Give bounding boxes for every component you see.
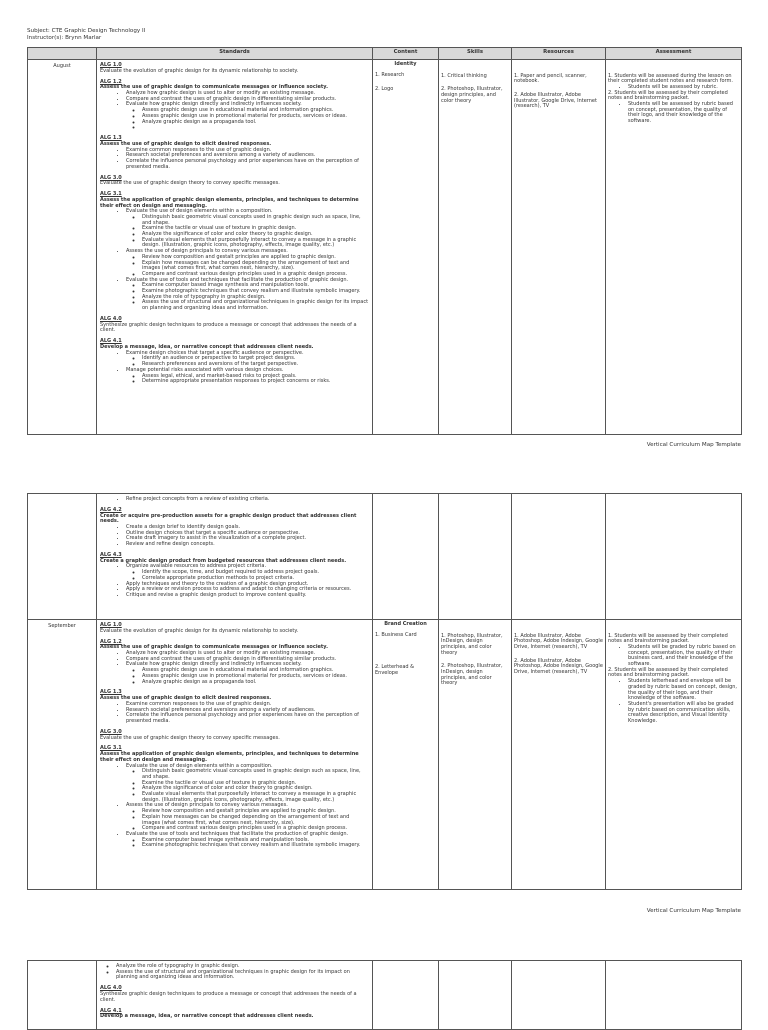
continued-items (100, 964, 369, 981)
content-cell (373, 620, 439, 890)
bullet-item: ◦ Review how composition and gestalt principles are applied to graphic design. (142, 809, 369, 815)
standard-block (100, 317, 369, 334)
standard-block (100, 176, 369, 187)
assessment-bullet: • Student's presentation will also be graded by rubric based on communication skills, creative description, and Visual Identity Knowledge. (628, 702, 739, 725)
standard-block (100, 553, 369, 599)
page-footer: Vertical Curriculum Map Template (646, 908, 741, 914)
content-cell (373, 494, 439, 620)
bullet-item: • Compare and contrast the uses of graphic design in differentiating similar products. (126, 657, 369, 663)
skills-item: 2. Photoshop, Illustrator, design principles, and color theory (441, 86, 503, 104)
bullet-item: ◦ Assess graphic design use in educational material and information graphics. (142, 108, 369, 114)
resources-item: 2. Adobe Illustrator, Adobe Photoshop, Adobe Indesign, Google Drive, Internet (research), TV (514, 657, 603, 676)
standard-block (100, 623, 369, 634)
standard-block (100, 192, 369, 312)
standard-code: ALG 4.2 (100, 506, 122, 513)
bullet-item: • Apply techniques and theory to the creation of a graphic design product. (126, 582, 369, 588)
assessment-bullet: • Students will be assessed by rubric based on concept, presentation, the quality of their logo, and their knowledge of the software. (628, 102, 739, 125)
bullet-item: ◦ Analyze graphic design as a propaganda tool. (142, 680, 369, 686)
bullet-item: ◦ Correlate appropriate production methods to project criteria. (142, 576, 369, 582)
skills-cell (439, 961, 512, 1030)
bullet-item: ◦ Identify an audience or perspective to target project designs. (142, 356, 369, 362)
bullet-item: ◦ Assess legal, ethical, and market-based risks to project goals. (142, 374, 369, 380)
assessment-cell (606, 620, 742, 890)
bullet-item: ◦ Examine computer based image synthesis and manipulation tools. (142, 838, 369, 844)
resources-item: 2. Adobe Illustrator, Adobe Illustrator, Google Drive, Internet (research), TV (514, 91, 597, 110)
unit-title: Identity (394, 60, 417, 67)
standard-code: ALG 1.3 (100, 689, 122, 696)
bullet-item: ◦ Examine the tactile or visual use of texture in graphic design. (142, 781, 369, 787)
bullet-item: ◦ Assess the use of structural and organizational techniques in graphic design for its impact on planning and organizing ideas and information. (116, 970, 369, 981)
assessment-bullets (608, 679, 739, 725)
bullet-item: ◦ Evaluate visual elements that purposefully interact to convey a message in a graphic design. (Illustration, graphic icons, photography, effects, image quality, etc.) (142, 792, 369, 803)
skills-item: 2. Photoshop, Illustrator, InDesign, design principles, and color theory (441, 663, 503, 687)
bullet-item: • Evaluate how graphic design directly and indirectly influences society. ◦ Assess graphic design use in educational material and information graphics. ◦ Assess graphic design use in promotional material for products, services or ideas. ◦ Analyze graphic design as a propaganda tool. ◦ (126, 102, 369, 131)
resources-item: 1. Adobe Illustrator, Adobe Photoshop, Adobe Indesign, Google Drive, Internet (research), TV (514, 632, 603, 650)
skills-item: 1. Critical thinking (441, 72, 487, 79)
table-row (28, 60, 742, 435)
curriculum-table-page-3 (27, 960, 742, 1030)
bullet-item: • Refine project concepts from a review of existing criteria. (126, 497, 369, 503)
page-footer: Vertical Curriculum Map Template (646, 442, 741, 448)
bullet-list (126, 769, 369, 803)
assessment-bullets (608, 645, 739, 668)
standard-block (100, 1009, 369, 1020)
standards-cell (97, 620, 373, 890)
bullet-item: • Critique and revise a graphic design product to improve content quality. (126, 593, 369, 599)
bullet-item: ◦ Analyze graphic design as a propaganda tool. (142, 120, 369, 126)
assessment-bullet: • Students will be graded by rubric based on concept, presentation, the quality of their business card, and their knowledge of the software. (628, 645, 739, 668)
bullet-item: ◦ Distinguish basic geometric visual concepts used in graphic design such as space, line, and shape. (142, 769, 369, 780)
standard-block (100, 63, 369, 74)
bullet-list (126, 255, 369, 278)
bullet-item: ◦ Assess graphic design use in educational material and information graphics. (142, 668, 369, 674)
content-item: 1. Business Card (375, 632, 417, 639)
bullet-item (142, 125, 369, 131)
bullet-list (100, 764, 369, 850)
bullet-item: ◦ Assess the use of structural and organizational techniques in graphic design for its impact on planning and organizing ideas and information. (142, 300, 369, 311)
skills-item: 1. Photoshop, Illustrator, InDesign, design principles, and color theory (441, 632, 503, 656)
assessment-bullet: • Students letterhead and envelope will be graded by rubric based on concept, design, the quality of their logo, and their knowledge of the software. (628, 679, 739, 702)
bullet-list (100, 651, 369, 685)
bullet-item: ◦ Analyze the significance of color and color theory to graphic design. (142, 786, 369, 792)
bullet-list (100, 351, 369, 385)
bullet-item: • Examine common responses to the use of graphic design. (126, 702, 369, 708)
bullet-item: • Assess the use of design principals to convey various messages. ◦ Review how composition and gestalt principles are applied to graphic design. ◦ Explain how messages can be changed depending on the arrangement of text and images (what comes first, what comes next, hierarchy, size). ◦ Compare and contrast various design principles used in a graphic design process. (126, 803, 369, 832)
assessment-item: 1. Students will be assessed by their completed notes and brainstorming packet. (608, 632, 728, 645)
instructor-line: Instructor(s): Brynn Marlar (27, 34, 102, 41)
table-row (28, 494, 742, 620)
col-header-resources: Resources (512, 48, 606, 60)
bullet-item: • Manage potential risks associated with various design choices. ◦ Assess legal, ethical, and market-based risks to project goals. ◦ Determine appropriate presentation responses to project concerns or risks. (126, 368, 369, 385)
bullet-item: • Evaluate how graphic design directly and indirectly influences society. ◦ Assess graphic design use in educational material and information graphics. ◦ Assess graphic design use in promotional material for products, services or ideas. ◦ Analyze graphic design as a propaganda tool. (126, 662, 369, 685)
content-item: 1. Research (375, 72, 405, 79)
bullet-item: ◦ Assess graphic design use in promotional material for products, services or ideas. (142, 114, 369, 120)
standard-heading: Develop a message, idea, or narrative concept that addresses client needs. (100, 1013, 314, 1020)
bullet-list (100, 148, 369, 171)
standard-block (100, 508, 369, 548)
bullet-list (126, 809, 369, 832)
bullet-item: • Compare and contrast the uses of graphic design in differentiating similar products. (126, 97, 369, 103)
bullet-item: ◦ Distinguish basic geometric visual concepts used in graphic design such as space, line, and shape. (142, 215, 369, 226)
col-header-skills: Skills (439, 48, 512, 60)
resources-cell (512, 60, 606, 435)
bullet-list (100, 497, 369, 503)
standard-code: ALG 4.1 (100, 338, 122, 345)
col-header-content: Content (373, 48, 439, 60)
standard-block (100, 80, 369, 131)
bullet-item: • Examine common responses to the use of graphic design. (126, 148, 369, 154)
standard-code: ALG 3.0 (100, 728, 122, 735)
standards-cell (97, 961, 373, 1030)
standard-heading: Assess the use of graphic design to communicate messages or influence society. (100, 84, 329, 91)
curriculum-table-page-2 (27, 493, 742, 890)
bullet-item: • Create draft imagery to assist in the visualization of a complete project. (126, 536, 369, 542)
standard-code: ALG 1.2 (100, 638, 122, 645)
standard-code: ALG 4.1 (100, 1007, 122, 1014)
bullet-item: ◦ Examine computer based image synthesis and manipulation tools. (142, 283, 369, 289)
table-row (28, 961, 742, 1030)
standard-code: ALG 1.0 (100, 622, 122, 628)
standard-code: ALG 1.2 (100, 78, 122, 85)
bullet-list (100, 525, 369, 548)
bullet-item: • Analyze how graphic design is used to alter or modify an existing message. (126, 651, 369, 657)
bullet-item: ◦ Analyze the role of typography in graphic design. (116, 964, 369, 970)
bullet-list (100, 91, 369, 131)
bullet-list (126, 283, 369, 312)
standard-block (100, 690, 369, 724)
bullet-list (100, 564, 369, 598)
standard-block (100, 640, 369, 686)
skills-cell (439, 60, 512, 435)
standard-text: Synthesize graphic design techniques to produce a message or concept that addresses the needs of a client. (100, 321, 357, 334)
standard-code: ALG 3.1 (100, 745, 122, 752)
standard-heading: Create a graphic design product from budgeted resources that addresses client needs. (100, 557, 347, 564)
assessment-cell (606, 60, 742, 435)
subject-line: Subject: CTE Graphic Design Technology II (27, 28, 146, 34)
skills-cell (439, 494, 512, 620)
bullet-item: • Examine design choices that target a specific audience or perspective. ◦ Identify an audience or perspective to target project designs. ◦ Research preferences and aversions of the target perspective. (126, 351, 369, 368)
bullet-item: ◦ Explain how messages can be changed depending on the arrangement of text and images (what comes first, what comes next, hierarchy, size). (142, 815, 369, 826)
bullet-item: ◦ Identify the scope, time, and budget required to address project goals. (142, 570, 369, 576)
standard-text: Evaluate the use of graphic design theory to convey specific messages. (100, 180, 280, 187)
standard-heading: Assess the application of graphic design elements, principles, and techniques to determine their effect on design and messaging. (100, 751, 359, 763)
bullet-item: • Evaluate the use of design elements within a composition. ◦ Distinguish basic geometric visual concepts used in graphic design such as space, line, and shape. ◦ Examine the tactile or visual use of texture in graphic design. ◦ Analyze the significance of color and color theory to graphic design. ◦ Evaluate visual elements that purposefully interact to convey a message in a graphic design. (Illustration, graphic icons, photography, effects, image quality, etc.) (126, 209, 369, 249)
standard-text: Synthesize graphic design techniques to produce a message or concept that addresses the needs of a client. (100, 991, 357, 1003)
bullet-item: ◦ Examine photographic techniques that convey realism and illustrate symbolic imagery. (142, 289, 369, 295)
standard-heading: Assess the use of graphic design to communicate messages or influence society. (100, 644, 329, 651)
standard-code: ALG 3.1 (100, 191, 122, 198)
col-header-standards: Standards (97, 48, 373, 60)
table-header-row (28, 48, 742, 60)
bullet-item: ◦ Review how composition and gestalt principles are applied to graphic design. (142, 255, 369, 261)
month-cell (28, 961, 97, 1030)
assessment-cell (606, 961, 742, 1030)
bullet-item: ◦ Examine the tactile or visual use of texture in graphic design. (142, 226, 369, 232)
standard-block (100, 339, 369, 385)
standard-heading: Assess the use of graphic design to elicit desired responses. (100, 140, 272, 147)
col-header-month (28, 48, 97, 60)
standard-block (100, 730, 369, 741)
standard-code: ALG 1.0 (100, 62, 122, 68)
bullet-item: ◦ Compare and contrast various design principles used in a graphic design process. (142, 272, 369, 278)
bullet-item: ◦ Research preferences and aversions of the target perspective. (142, 362, 369, 368)
standard-heading: Assess the application of graphic design elements, principles, and techniques to determine their effect on design and messaging. (100, 196, 359, 209)
col-header-assessment: Assessment (606, 48, 742, 60)
bullet-item: • Organize available resources to address project criteria. ◦ Identify the scope, time, and budget required to address project goals. ◦ Correlate appropriate production methods to project criteria. (126, 564, 369, 581)
assessment-bullet: • Students will be assessed by rubric. (628, 85, 739, 91)
bullet-item: • Evaluate the use of tools and techniques that facilitate the production of graphic design. ◦ Examine computer based image synthesis and manipulation tools. ◦ Examine photographic techniques that convey realism and illustrate symbolic imagery. ◦ Analyze the role of typography in graphic design. ◦ Assess the use of structural and organizational techniques in graphic design for its impact on planning and organizing ideas and information. (126, 278, 369, 312)
bullet-item: • Evaluate the use of design elements within a composition. ◦ Distinguish basic geometric visual concepts used in graphic design such as space, line, and shape. ◦ Examine the tactile or visual use of texture in graphic design. ◦ Analyze the significance of color and color theory to graphic design. ◦ Evaluate visual elements that purposefully interact to convey a message in a graphic design. (Illustration, graphic icons, photography, effects, image quality, etc.) (126, 764, 369, 804)
skills-cell (439, 620, 512, 890)
bullet-item: • Assess the use of design principals to convey various messages. ◦ Review how composition and gestalt principles are applied to graphic design. ◦ Explain how messages can be changed depending on the arrangement of text and images (what comes first, what comes next, hierarchy, size). ◦ Compare and contrast various design principles used in a graphic design process. (126, 249, 369, 278)
bullet-item: • Research societal preferences and aversions among a variety of audiences. (126, 708, 369, 714)
bullet-list (126, 668, 369, 685)
standard-heading: Create or acquire pre-production assets for a graphic design product that addresses client needs. (100, 512, 357, 525)
standard-heading: Develop a message, idea, or narrative concept that addresses client needs. (100, 344, 314, 351)
bullet-item: • Correlate the influence personal psychology and prior experiences have on the perception of presented media. (126, 713, 369, 724)
month-cell: September (28, 620, 97, 890)
resources-cell (512, 620, 606, 890)
unit-title: Brand Creation (384, 620, 427, 627)
resources-item: 1. Paper and pencil, scanner, notebook. (514, 72, 587, 85)
curriculum-table-page-1 (27, 47, 742, 435)
bullet-item: • Outline design choices that target a specific audience or perspective. (126, 531, 369, 537)
assessment-bullets (608, 102, 739, 125)
bullet-item: ◦ Explain how messages can be changed depending on the arrangement of text and images (what comes first, what comes next, hierarchy, size). (142, 261, 369, 272)
standard-text: Evaluate the evolution of graphic design for its dynamic relationship to society. (100, 67, 299, 74)
standards-cell (97, 494, 373, 620)
bullet-item: ◦ Analyze the role of typography in graphic design. (142, 295, 369, 301)
assessment-cell (606, 494, 742, 620)
content-cell (373, 60, 439, 435)
standard-text: Evaluate the evolution of graphic design for its dynamic relationship to society. (100, 627, 299, 634)
document-header (27, 28, 145, 41)
content-cell (373, 961, 439, 1030)
bullet-item: ◦ Analyze the significance of color and color theory to graphic design. (142, 232, 369, 238)
standard-code: ALG 3.0 (100, 174, 122, 181)
standard-block (100, 136, 369, 170)
bullet-item: • Evaluate the use of tools and techniques that facilitate the production of graphic design. ◦ Examine computer based image synthesis and manipulation tools. ◦ Examine photographic techniques that convey realism and illustrate symbolic imagery. (126, 832, 369, 849)
assessment-item: 2. Students will be assessed by their completed notes and brainstorming packet. (608, 89, 728, 102)
content-item: 2. Letterhead & Envelope (375, 663, 415, 676)
standard-block (100, 746, 369, 849)
standard-heading: Assess the use of graphic design to elicit desired responses. (100, 695, 272, 702)
standard-code: ALG 4.0 (100, 985, 122, 992)
bullet-list (126, 108, 369, 131)
bullet-list (126, 215, 369, 249)
bullet-item: • Create a design brief to identify design goals. (126, 525, 369, 531)
bullet-item: • Review and refine design concepts. (126, 542, 369, 548)
resources-cell (512, 494, 606, 620)
bullet-list (100, 209, 369, 312)
bullet-list (100, 702, 369, 725)
standard-code: ALG 1.3 (100, 135, 122, 142)
standard-block (100, 986, 369, 1003)
bullet-list (126, 374, 369, 385)
bullet-item: ◦ Determine appropriate presentation responses to project concerns or risks. (142, 379, 369, 385)
bullet-item: • Apply a review or revision process to address and adapt to changing criteria or resources. (126, 587, 369, 593)
bullet-item: ◦ Assess graphic design use in promotional material for products, services or ideas. (142, 674, 369, 680)
standard-code: ALG 4.3 (100, 552, 122, 558)
assessment-item: 2. Students will be assessed by their completed notes and brainstorming packet. (608, 666, 728, 679)
standard-code: ALG 4.0 (100, 316, 122, 323)
table-row (28, 620, 742, 890)
month-cell: August (28, 60, 97, 435)
month-cell (28, 494, 97, 620)
standards-cell (97, 60, 373, 435)
bullet-item: • Research societal preferences and aversions among a variety of audiences. (126, 153, 369, 159)
assessment-item: 1. Students will be assessed during the lesson on their completed student notes and research form. (608, 72, 733, 85)
bullet-list (126, 838, 369, 849)
bullet-item: ◦ Examine photographic techniques that convey realism and illustrate symbolic imagery. (142, 843, 369, 849)
bullet-item: ◦ Evaluate visual elements that purposefully interact to convey a message in a graphic design. (Illustration, graphic icons, photography, effects, image quality, etc.) (142, 238, 369, 249)
bullet-item: • Correlate the influence personal psychology and prior experiences have on the perception of presented media. (126, 159, 369, 170)
bullet-item: ◦ Compare and contrast various design principles used in a graphic design process. (142, 826, 369, 832)
bullet-list (126, 570, 369, 581)
standard-text: Evaluate the use of graphic design theory to convey specific messages. (100, 734, 280, 741)
bullet-item: • Analyze how graphic design is used to alter or modify an existing message. (126, 91, 369, 97)
bullet-list (100, 964, 369, 981)
resources-cell (512, 961, 606, 1030)
continued-items (100, 497, 369, 503)
content-item: 2. Logo (375, 85, 394, 92)
